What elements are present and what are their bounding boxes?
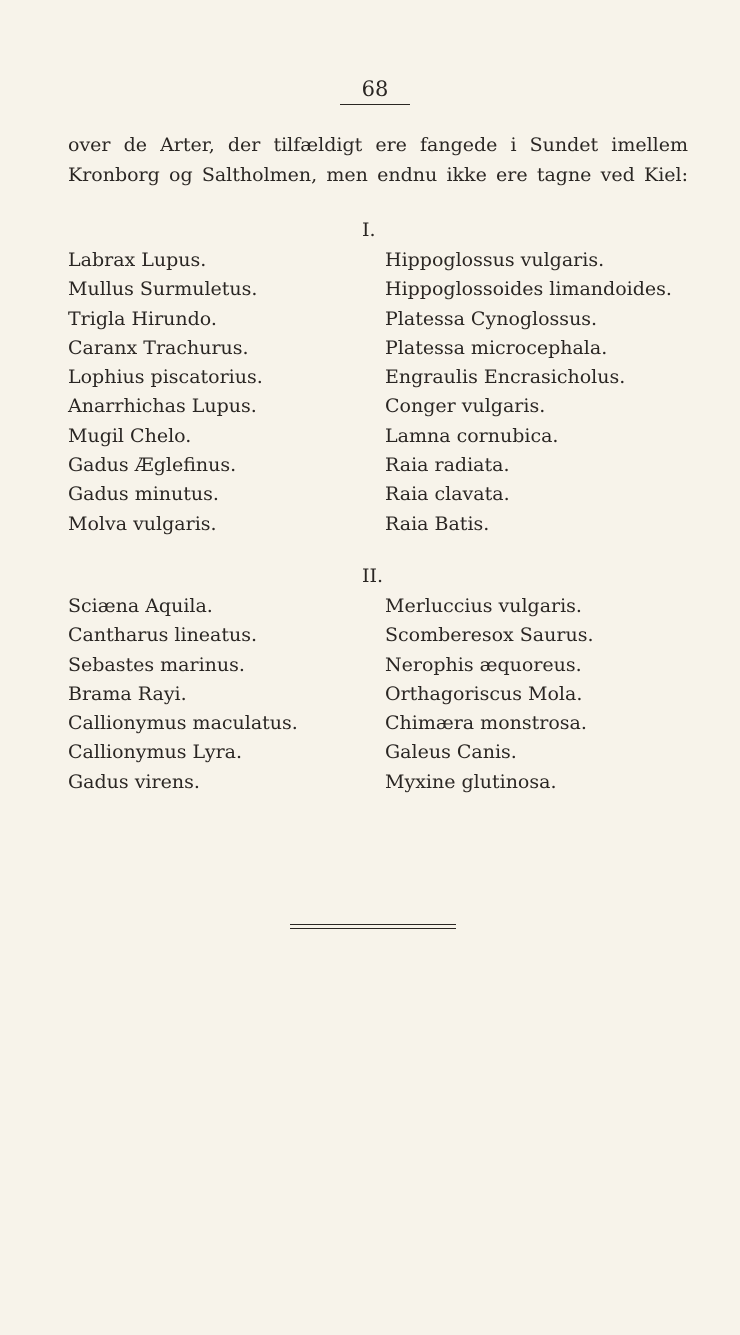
species-name: Callionymus maculatus. <box>68 712 298 735</box>
species-name: Labrax Lupus. <box>68 249 207 271</box>
species-name: Gadus minutus. <box>68 483 219 506</box>
species-name: Cantharus lineatus. <box>68 624 258 647</box>
species-name: Orthagoriscus Mola. <box>385 682 583 705</box>
species-name: Conger vulgaris. <box>385 395 546 418</box>
species-name: Callionymus Lyra. <box>68 741 243 764</box>
species-name: Mugil Chelo. <box>68 424 192 447</box>
species-name: Brama Rayi. <box>68 682 187 705</box>
section-2-left-list <box>68 592 298 797</box>
species-name: Lophius piscatorius. <box>68 366 263 389</box>
species-name: Sebastes marinus. <box>68 653 245 676</box>
intro-line-1: over de Arter, der tilfældigt ere fangede i Sundet imellem <box>68 134 688 156</box>
species-name: Galeus Canis. <box>385 741 517 764</box>
species-name: Hippoglossus vulgaris. <box>385 249 605 271</box>
species-name: Myxine glutinosa. <box>385 770 557 793</box>
species-name: Nerophis æquoreus. <box>385 653 582 676</box>
section-2-numeral: II. <box>362 565 384 587</box>
section-1-left-list <box>68 246 263 539</box>
species-name: Raia clavata. <box>385 483 510 506</box>
species-name: Mullus Surmuletus. <box>68 278 258 301</box>
section-1-numeral: I. <box>362 219 376 241</box>
species-name: Gadus virens. <box>68 770 200 793</box>
end-double-rule <box>290 924 456 929</box>
species-name: Anarrhichas Lupus. <box>68 395 257 418</box>
species-name: Sciæna Aquila. <box>68 595 213 617</box>
species-name: Engraulis Encrasicholus. <box>385 366 626 389</box>
species-name: Platessa microcephala. <box>385 336 608 359</box>
species-name: Raia Batis. <box>385 512 490 535</box>
species-name: Raia radiata. <box>385 454 510 477</box>
intro-line-2: Kronborg og Saltholmen, men endnu ikke ere tagne ved Kiel: <box>68 164 688 186</box>
species-name: Trigla Hirundo. <box>68 307 217 330</box>
species-name: Caranx Trachurus. <box>68 336 249 359</box>
section-2-right-list <box>385 592 593 797</box>
species-name: Molva vulgaris. <box>68 512 217 535</box>
species-name: Lamna cornubica. <box>385 424 559 447</box>
species-name: Merluccius vulgaris. <box>385 595 582 617</box>
species-name: Scomberesox Saurus. <box>385 624 594 647</box>
species-name: Gadus Æglefinus. <box>68 454 237 477</box>
species-name: Hippoglossoides limandoides. <box>385 278 672 301</box>
section-1-right-list <box>385 246 672 539</box>
species-name: Chimæra monstrosa. <box>385 712 587 735</box>
species-name: Platessa Cynoglossus. <box>385 307 598 330</box>
page-number: 68 <box>340 74 410 105</box>
